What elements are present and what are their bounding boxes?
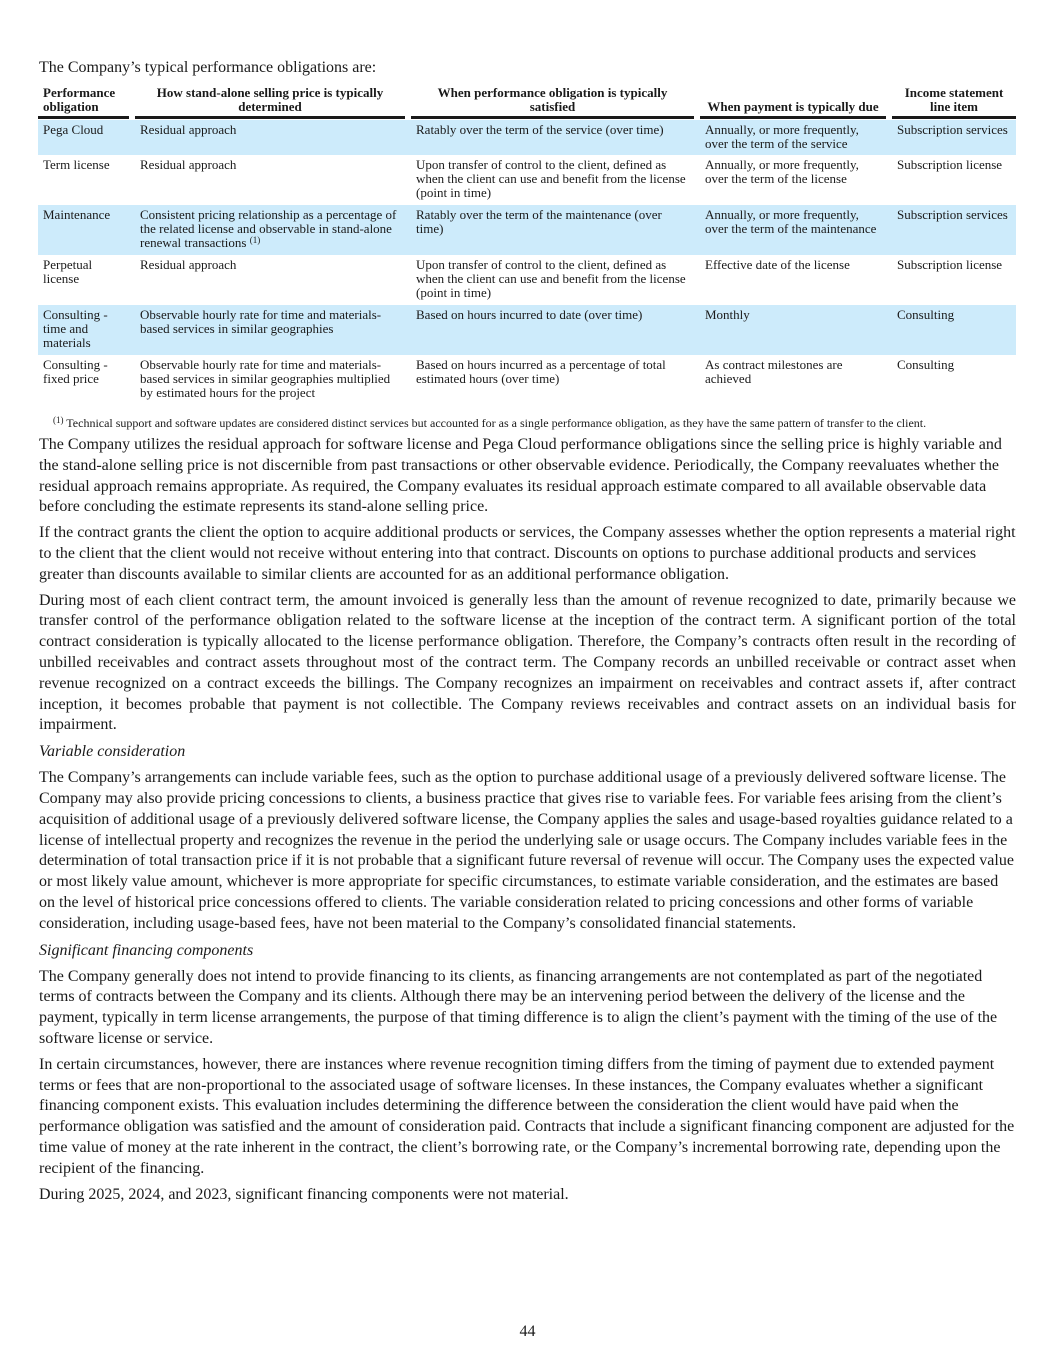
cell-ssp: Residual approach bbox=[135, 120, 405, 155]
cell-satisfied: Based on hours incurred to date (over time) bbox=[411, 305, 694, 355]
cell-line-item: Subscription services bbox=[892, 120, 1016, 155]
cell-satisfied: Based on hours incurred as a percentage of total estimated hours (over time) bbox=[416, 357, 666, 386]
cell-ssp: Consistent pricing relationship as a percentage of the related license and observable in stand-alone renewal transactions $^{(1)}$ bbox=[135, 205, 405, 255]
document-page bbox=[39, 58, 1016, 1210]
paragraph-material-right: If the contract grants the client the option to acquire additional products or services, the Company assesses whether the option represents a material right to the client that the client would not receive without entering into that contract. Discounts on options to purchase additional products and services greater than discounts available to similar clients are accounted for as an additional performance obligation. bbox=[39, 524, 1016, 583]
cell-obligation: Maintenance bbox=[38, 205, 129, 255]
cell-obligation: Pega Cloud bbox=[38, 120, 129, 155]
header-when-payment-due: When payment is typically due bbox=[700, 86, 886, 120]
cell-line-item: Subscription license bbox=[897, 257, 1003, 272]
header-performance-obligation: Performance obligation bbox=[38, 86, 129, 120]
table-row bbox=[38, 305, 1016, 355]
footnote-marker: (1) bbox=[53, 415, 64, 425]
cell-obligation: Term license bbox=[43, 157, 110, 172]
paragraph-financing-materiality: During 2025, 2024, and 2023, significant financing components were not material. bbox=[39, 1185, 569, 1203]
cell-payment-due: Monthly bbox=[700, 305, 886, 355]
header-when-satisfied: When performance obligation is typically satisfied bbox=[411, 86, 694, 120]
cell-satisfied: Upon transfer of control to the client, defined as when the client can use and benefit from the license (point in time) bbox=[416, 257, 686, 300]
section-heading-significant-financing: Significant financing components bbox=[39, 941, 254, 959]
paragraph-unbilled-receivables: During most of each client contract term, the amount invoiced is generally less than the amount of revenue recognized to date, primarily because we transfer control of the performance obligation related to the software license at the inception of the contract term. A significant portion of the total contract consideration is typically allocated to the license performance obligation. Therefore, the Company’s contracts often result in the recording of unbilled receivables and contract assets throughout most of the contract term. The Company records an unbilled receivable or contract asset when revenue recognized on a contract exceeds the billings. The Company recognizes an impairment on receivables and contract assets if, after contract inception, it becomes probable that payment is not collectible. The Company reviews receivables and contract assets on an individual basis for impairment. bbox=[39, 591, 1016, 734]
paragraph-financing-intent: The Company generally does not intend to provide financing to its clients, as financing arrangements are not contemplated as part of the negotiated terms of contracts between the Company and its clients. Although there may be an intervening period between the delivery of the license and the payment, typically in term license arrangements, the purpose of that timing difference is to align the client’s payment with the timing of the use of the software license or service. bbox=[39, 967, 998, 1047]
cell-ssp: Observable hourly rate for time and materials-based services in similar geographies bbox=[135, 305, 405, 355]
cell-obligation: Consulting - time and materials bbox=[38, 305, 129, 355]
cell-satisfied: Upon transfer of control to the client, defined as when the client can use and benefit from the license (point in time) bbox=[416, 157, 686, 200]
cell-payment-due: Annually, or more frequently, over the term of the maintenance bbox=[700, 205, 886, 255]
cell-ssp: Residual approach bbox=[140, 157, 237, 172]
table-footnote: $^{(1)}$ Technical support and software updates are considered distinct services but accounted for as a single performance obligation, as they have the same pattern of transfer to the client. bbox=[53, 415, 927, 430]
table-header-row bbox=[38, 86, 1016, 120]
table-intro: The Company’s typical performance obligations are: bbox=[39, 59, 377, 76]
table-row bbox=[38, 155, 1016, 205]
cell-payment-due: Annually, or more frequently, over the term of the license bbox=[705, 157, 859, 186]
cell-line-item: Consulting bbox=[897, 357, 955, 372]
paragraph-variable-consideration: The Company’s arrangements can include variable fees, such as the option to purchase additional usage of a previously delivered software license. The Company may also provide pricing concessions to clients, a business practice that gives rise to variable fees. For variable fees arising from the client’s acquisition of additional usage of a previously delivered software license, the Company applies the sales and usage-based royalties guidance related to a license of intellectual property and recognizes the revenue in the period the underlying sale or usage occurs. The Company includes variable fees in the determination of total transaction price if it is not probable that a significant future reversal of revenue will occur. The Company uses the expected value or most likely value amount, whichever is more appropriate for specific circumstances, to estimate variable consideration, and the estimates are based on the level of historical price concessions offered to clients. The variable consideration related to pricing concessions and other forms of variable consideration, including usage-based fees, have not been material to the Company’s consolidated financial statements. bbox=[39, 769, 1014, 932]
cell-line-item: Subscription license bbox=[897, 157, 1003, 172]
table-row bbox=[38, 355, 1016, 405]
table-row bbox=[38, 205, 1016, 255]
page-number: 44 bbox=[519, 1323, 536, 1340]
cell-obligation: Perpetual license bbox=[43, 257, 93, 286]
section-heading-variable-consideration: Variable consideration bbox=[39, 743, 186, 761]
table-row bbox=[38, 120, 1016, 155]
paragraph-financing-circumstances: In certain circumstances, however, there are instances where revenue recognition timing differs from the timing of payment due to extended payment terms or fees that are non-proportional to the associated usage of software licenses. In these instances, the Company evaluates whether a significant financing component exists. This evaluation includes determining the difference between the consideration the client would have paid when the performance obligation was satisfied and the amount of consideration paid. Contracts that include a significant financing component are adjusted for the time value of money at the rate inherent in the contract, the client’s borrowing rate, or the Company’s incremental borrowing rate, depending upon the recipient of the financing. bbox=[39, 1055, 1015, 1177]
cell-payment-due: Annually, or more frequently, over the term of the service bbox=[700, 120, 886, 155]
cell-line-item: Subscription services bbox=[892, 205, 1016, 255]
footnote-reference: (1) bbox=[249, 235, 261, 245]
cell-ssp: Observable hourly rate for time and materials-based services in similar geographies multiplied by estimated hours for the project bbox=[140, 357, 391, 400]
cell-satisfied: Ratably over the term of the maintenance (over time) bbox=[411, 205, 694, 255]
cell-payment-due: Effective date of the license bbox=[705, 257, 850, 272]
cell-ssp: Residual approach bbox=[140, 257, 237, 272]
header-ssp-determination: How stand-alone selling price is typically determined bbox=[135, 86, 405, 120]
performance-obligations-table bbox=[38, 86, 1016, 405]
table-row bbox=[38, 255, 1016, 305]
cell-satisfied: Ratably over the term of the service (over time) bbox=[411, 120, 694, 155]
cell-payment-due: As contract milestones are achieved bbox=[705, 357, 843, 386]
header-income-statement-line-item: Income statement line item bbox=[892, 86, 1016, 120]
paragraph-residual-approach: The Company utilizes the residual approach for software license and Pega Cloud performance obligations since the selling price is highly variable and the stand-alone selling price is not discernible from past transactions or other observable evidence. Periodically, the Company reevaluates whether the residual approach remains appropriate. As required, the Company evaluates its residual approach estimate compared to all available observable data before concluding the estimate represents its stand-alone selling price. bbox=[39, 436, 1002, 516]
cell-obligation: Consulting - fixed price bbox=[43, 357, 108, 386]
cell-line-item: Consulting bbox=[892, 305, 1016, 355]
